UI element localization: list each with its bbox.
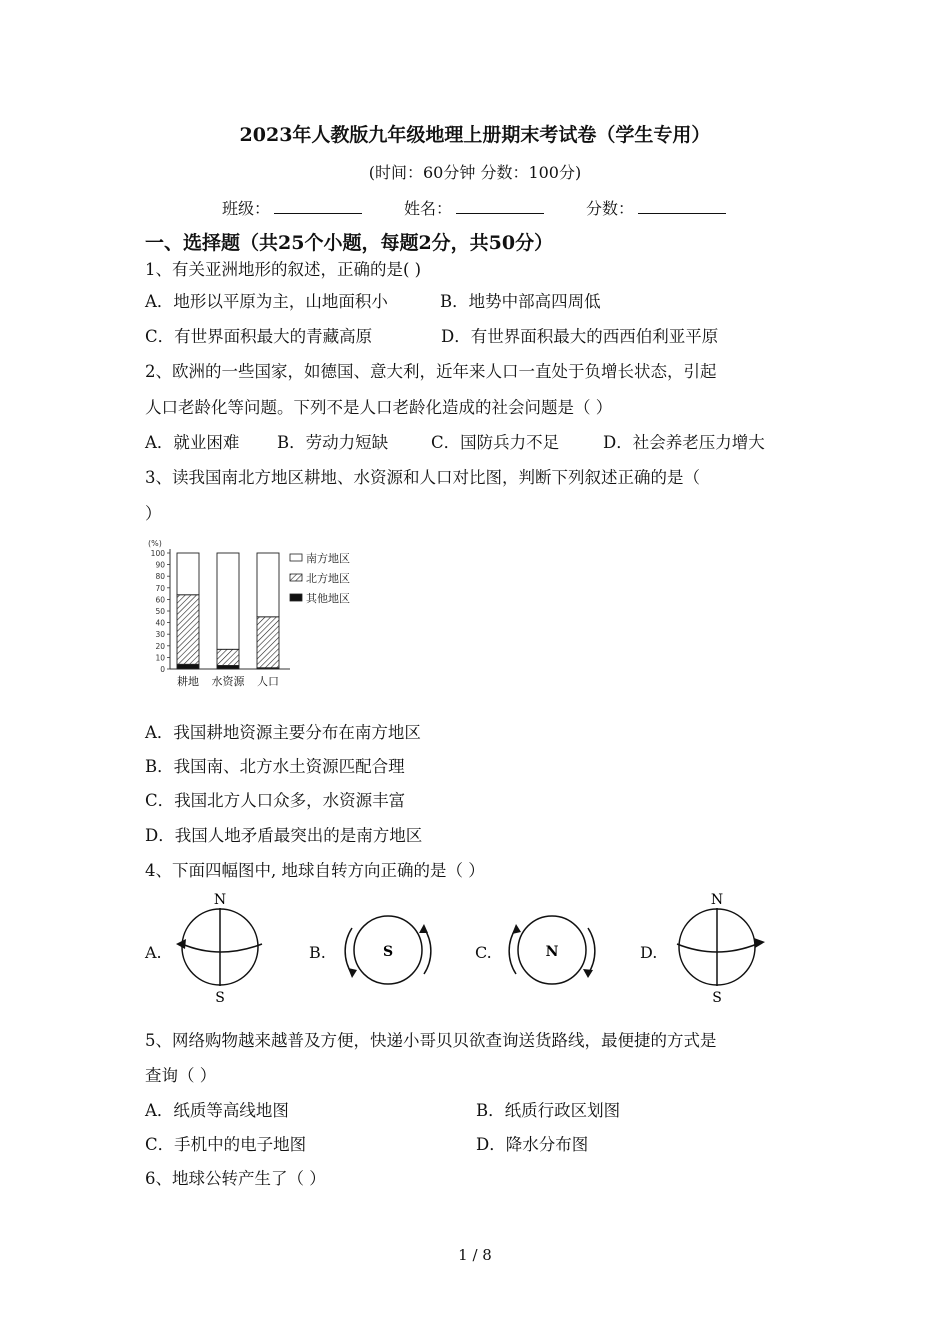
class-field xyxy=(222,196,362,219)
q2-option-c: C．国防兵力不足 xyxy=(431,433,560,452)
score-label: 分数： xyxy=(586,199,635,218)
globe-c-n-label: N xyxy=(545,944,559,960)
globe-a-diagram xyxy=(170,888,270,1008)
x-tick-label: 耕地 xyxy=(177,675,199,688)
globe-d-s-label: S xyxy=(712,990,722,1006)
score-field xyxy=(586,196,726,219)
page-title: 2023年人教版九年级地理上册期末考试卷（学生专用） xyxy=(239,124,711,146)
q5-option-d: D．降水分布图 xyxy=(476,1135,589,1154)
globe-a-s-label: S xyxy=(215,990,225,1006)
y-tick-label: 60 xyxy=(155,595,165,605)
q5-option-b: B．纸质行政区划图 xyxy=(476,1101,621,1120)
name-blank[interactable] xyxy=(456,199,544,214)
q3-stem-2: ） xyxy=(145,504,162,523)
q3-option-a: A．我国耕地资源主要分布在南方地区 xyxy=(145,723,421,742)
y-tick-label: 70 xyxy=(155,583,165,593)
name-field xyxy=(404,196,544,219)
name-label: 姓名： xyxy=(404,199,453,218)
q4-option-c: C. xyxy=(475,943,492,962)
q2-stem-2: 人口老龄化等问题。下列不是人口老龄化造成的社会问题是（ ） xyxy=(145,398,613,417)
y-tick-label: 50 xyxy=(155,607,165,616)
score-blank[interactable] xyxy=(638,199,726,214)
y-tick-label: 80 xyxy=(155,572,165,582)
legend-swatch xyxy=(290,554,302,561)
page-number: 1 / 8 xyxy=(458,1246,492,1264)
y-tick-label: 90 xyxy=(155,560,165,570)
y-tick-label: 0 xyxy=(160,665,165,674)
y-tick-label: 10 xyxy=(155,653,165,663)
bar-人口-南方地区 xyxy=(257,553,279,617)
legend-label: 其他地区 xyxy=(306,592,350,605)
globe-c-diagram xyxy=(502,910,602,990)
bar-耕地-其他地区 xyxy=(177,664,199,669)
class-label: 班级： xyxy=(222,199,271,218)
q6-stem: 6、地球公转产生了（ ） xyxy=(145,1169,326,1188)
q3-stem-1: 3、读我国南北方地区耕地、水资源和人口对比图，判断下列叙述正确的是（ xyxy=(145,468,700,487)
x-tick-label: 人口 xyxy=(257,675,279,688)
q4-option-b: B. xyxy=(309,943,326,962)
bar-水资源-北方地区 xyxy=(217,649,239,665)
legend-label: 北方地区 xyxy=(306,572,350,585)
q4-option-a: A. xyxy=(145,943,162,962)
globe-b-s-label: S xyxy=(382,944,394,960)
globe-b-diagram xyxy=(338,910,438,990)
exam-subtitle: (时间：60分钟 分数：100分) xyxy=(368,163,582,182)
globe-d-diagram xyxy=(667,888,772,1008)
q5-option-c: C．手机中的电子地图 xyxy=(145,1135,307,1154)
q1-option-a: A．地形以平原为主，山地面积小 xyxy=(145,292,388,311)
q5-option-a: A．纸质等高线地图 xyxy=(145,1101,289,1120)
q2-option-d: D．社会养老压力增大 xyxy=(603,433,765,452)
q1-option-b: B．地势中部高四周低 xyxy=(440,292,601,311)
q3-option-c: C．我国北方人口众多，水资源丰富 xyxy=(145,791,406,810)
legend-swatch xyxy=(290,574,302,581)
y-tick-label: 40 xyxy=(155,618,165,628)
q4-option-d: D. xyxy=(640,943,658,962)
q2-option-b: B．劳动力短缺 xyxy=(277,433,389,452)
bar-水资源-其他地区 xyxy=(217,666,239,669)
bar-水资源-南方地区 xyxy=(217,553,239,649)
q1-stem: 1、有关亚洲地形的叙述，正确的是( ) xyxy=(145,260,422,279)
y-axis-unit-label: (%) xyxy=(148,539,162,548)
q2-stem-1: 2、欧洲的一些国家，如德国、意大利，近年来人口一直处于负增长状态，引起 xyxy=(145,362,717,381)
class-blank[interactable] xyxy=(274,199,362,214)
y-tick-label: 30 xyxy=(155,630,165,640)
section-heading: 一、选择题（共25个小题，每题2分，共50分） xyxy=(145,232,554,254)
legend-label: 南方地区 xyxy=(306,552,350,565)
globe-d-n-label: N xyxy=(710,892,724,908)
legend-swatch xyxy=(290,594,302,601)
bar-耕地-北方地区 xyxy=(177,595,199,665)
q1-option-c: C．有世界面积最大的青藏高原 xyxy=(145,327,373,346)
q5-stem-1: 5、网络购物越来越普及方便，快递小哥贝贝欲查询送货路线，最便捷的方式是 xyxy=(145,1031,717,1050)
q3-option-d: D．我国人地矛盾最突出的是南方地区 xyxy=(145,826,423,845)
stacked-bar-chart xyxy=(140,538,380,698)
q2-option-a: A．就业困难 xyxy=(145,433,240,452)
y-tick-label: 20 xyxy=(155,641,165,651)
globe-a-n-label: N xyxy=(213,892,227,908)
x-tick-label: 水资源 xyxy=(211,675,245,688)
q1-option-d: D．有世界面积最大的西西伯利亚平原 xyxy=(441,327,719,346)
q4-stem: 4、下面四幅图中, 地球自转方向正确的是（ ） xyxy=(145,861,485,880)
q3-option-b: B．我国南、北方水土资源匹配合理 xyxy=(145,757,405,776)
bar-人口-北方地区 xyxy=(257,617,279,668)
q5-stem-2: 查询（ ） xyxy=(145,1066,217,1085)
y-tick-label: 100 xyxy=(150,549,165,558)
bar-耕地-南方地区 xyxy=(177,553,199,595)
